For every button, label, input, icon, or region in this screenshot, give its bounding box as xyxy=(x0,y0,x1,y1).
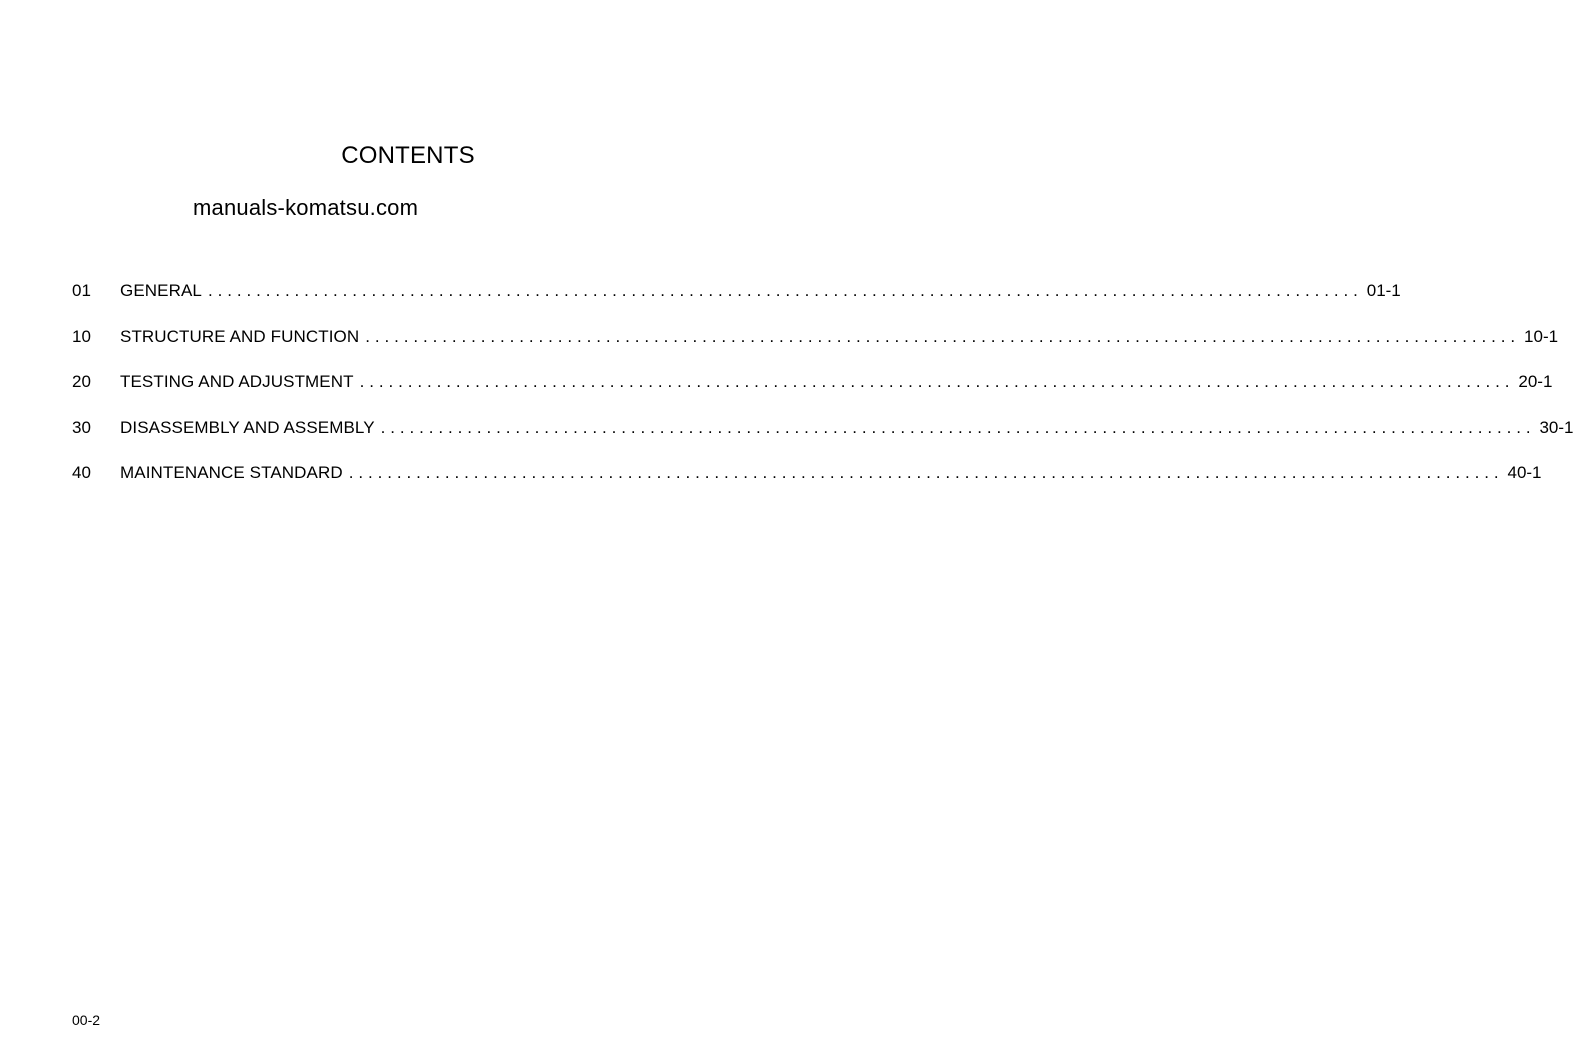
toc-entry-maintenance-standard[interactable] xyxy=(72,460,1542,506)
dot-leader: ........................................................................................................................ xyxy=(380,417,1536,437)
page-number: 00-2 xyxy=(72,1012,101,1028)
toc-entry-number: 30 xyxy=(72,417,91,437)
toc-entry-page: 30-1 xyxy=(1539,417,1573,437)
dot-leader: ........................................................................................................................ xyxy=(207,281,1363,300)
toc-entry-label: MAINTENANCE STANDARD xyxy=(120,463,343,482)
toc-entry-label: GENERAL xyxy=(120,281,202,300)
toc-entry-general[interactable] xyxy=(72,278,1401,324)
table-of-contents xyxy=(72,278,1573,506)
page-title: CONTENTS xyxy=(341,142,475,169)
toc-entry-number: 40 xyxy=(72,463,91,482)
toc-entry-testing-and-adjustment[interactable] xyxy=(72,369,1553,415)
toc-entry-number: 20 xyxy=(72,372,91,391)
toc-entry-number: 01 xyxy=(72,281,91,300)
toc-entry-label: STRUCTURE AND FUNCTION xyxy=(120,326,360,346)
toc-entry-page: 40-1 xyxy=(1507,463,1542,482)
toc-entry-label: DISASSEMBLY AND ASSEMBLY xyxy=(120,417,375,437)
toc-entry-structure-and-function[interactable] xyxy=(72,324,1559,370)
toc-entry-disassembly-and-assembly[interactable] xyxy=(72,415,1573,461)
toc-entry-page: 01-1 xyxy=(1366,281,1401,300)
dot-leader: ........................................................................................................................ xyxy=(365,326,1521,346)
dot-leader: ........................................................................................................................ xyxy=(348,463,1504,482)
toc-entry-number: 10 xyxy=(72,326,91,346)
toc-entry-page: 20-1 xyxy=(1518,372,1553,391)
dot-leader: ........................................................................................................................ xyxy=(359,372,1515,391)
watermark-text: manuals-komatsu.com xyxy=(193,195,419,220)
toc-entry-label: TESTING AND ADJUSTMENT xyxy=(120,372,354,391)
toc-entry-page: 10-1 xyxy=(1524,326,1559,346)
